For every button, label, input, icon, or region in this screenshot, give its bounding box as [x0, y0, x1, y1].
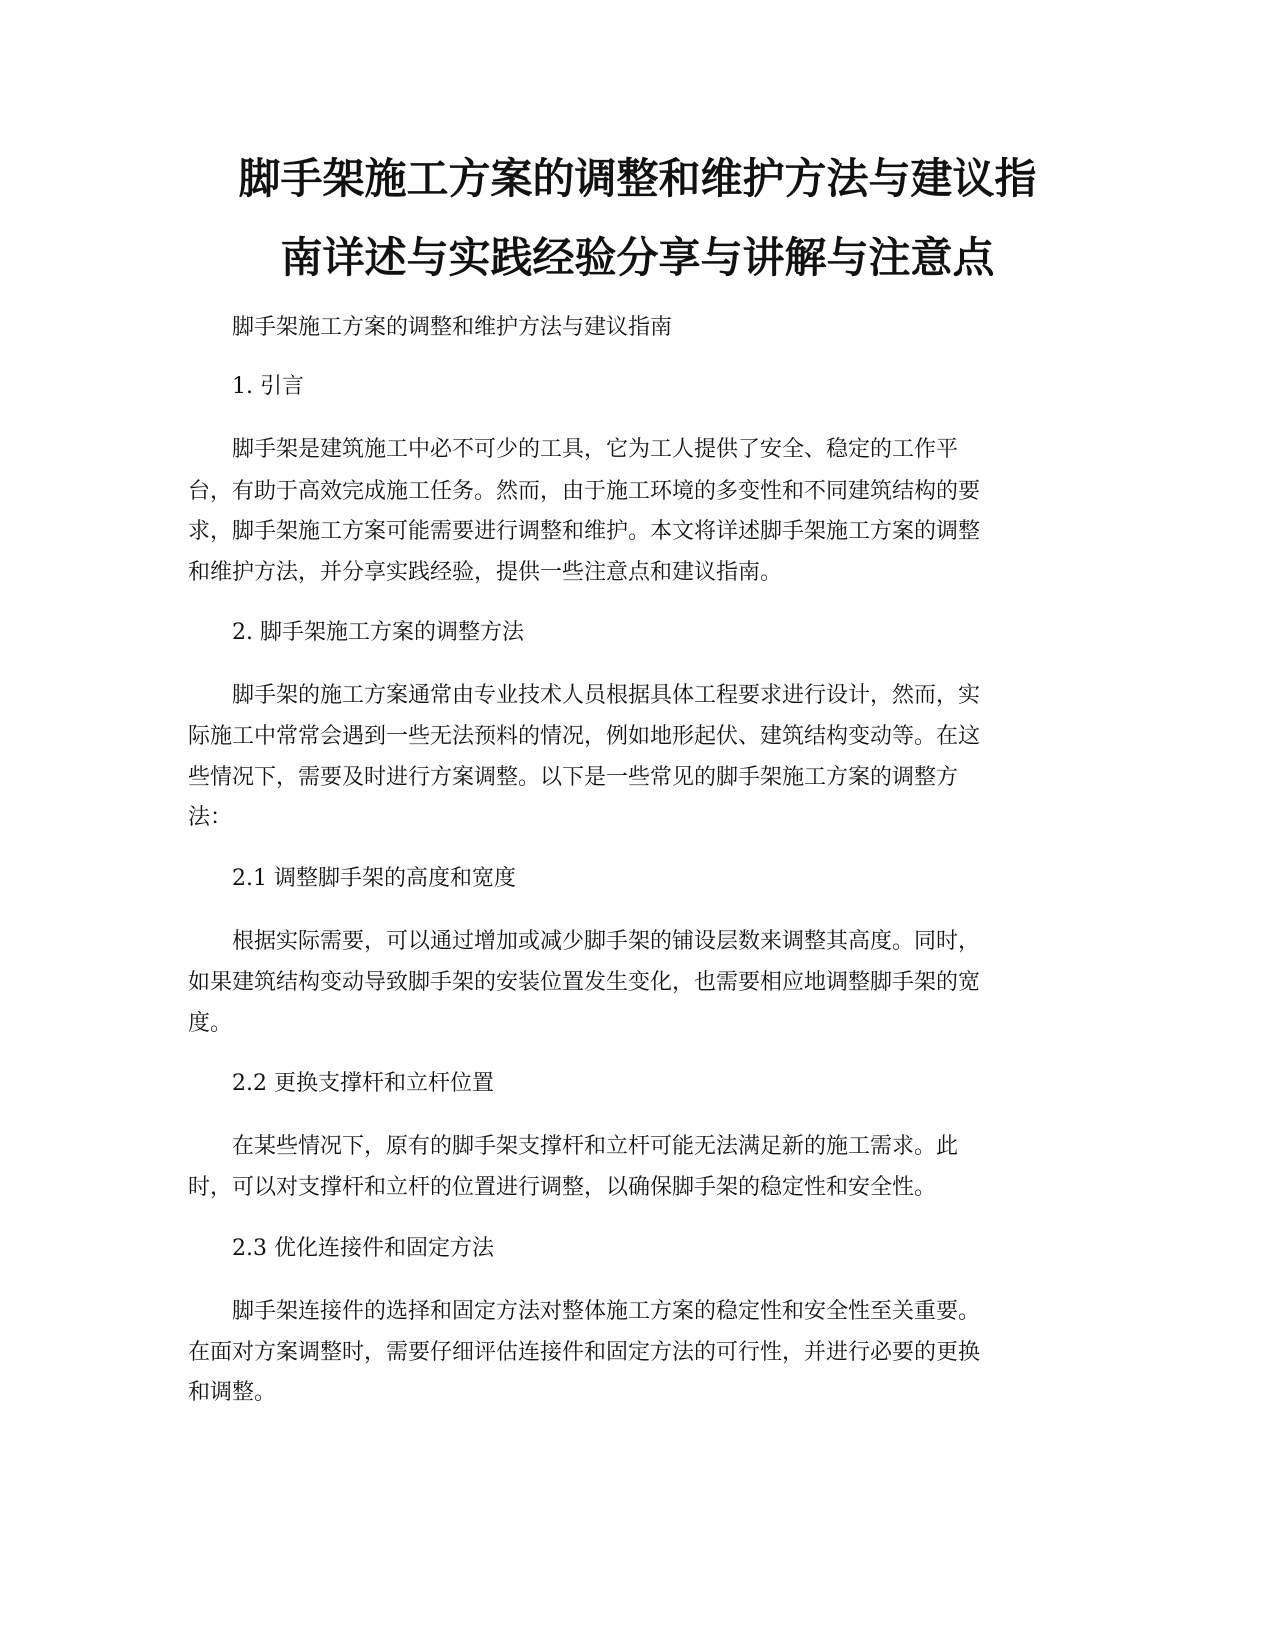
subtitle-line: 脚手架施工方案的调整和维护方法与建议指南 — [232, 315, 673, 340]
paragraph-line: 法： — [188, 805, 233, 830]
paragraph-line: 脚手架连接件的选择和固定方法对整体施工方案的稳定性和安全性至关重要。 — [232, 1299, 981, 1324]
paragraph-line: 求，脚手架施工方案可能需要进行调整和维护。本文将详述脚手架施工方案的调整 — [188, 519, 981, 544]
paragraph-line: 度。 — [188, 1011, 233, 1036]
section-heading-1: 1. 引言 — [232, 374, 304, 399]
paragraph-line: 和维护方法，并分享实践经验，提供一些注意点和建议指南。 — [188, 560, 783, 585]
paragraph-line: 在面对方案调整时，需要仔细评估连接件和固定方法的可行性，并进行必要的更换 — [188, 1340, 981, 1365]
section-heading-2: 2. 脚手架施工方案的调整方法 — [232, 620, 524, 645]
paragraph-line: 和调整。 — [188, 1380, 277, 1405]
paragraph-line: 脚手架的施工方案通常由专业技术人员根据具体工程要求进行设计，然而，实 — [232, 683, 981, 708]
paragraph-line: 些情况下，需要及时进行方案调整。以下是一些常见的脚手架施工方案的调整方 — [188, 765, 959, 790]
document-title-line-1: 脚手架施工方案的调整和维护方法与建议指 — [238, 154, 1037, 203]
paragraph-line: 在某些情况下，原有的脚手架支撑杆和立杆可能无法满足新的施工需求。此 — [232, 1134, 959, 1159]
document-title-line-2: 南详述与实践经验分享与讲解与注意点 — [280, 233, 995, 282]
paragraph-line: 根据实际需要，可以通过增加或减少脚手架的铺设层数来调整其高度。同时， — [232, 929, 981, 954]
paragraph-line: 脚手架是建筑施工中必不可少的工具，它为工人提供了安全、稳定的工作平 — [232, 437, 959, 462]
paragraph-line: 际施工中常常会遇到一些无法预料的情况，例如地形起伏、建筑结构变动等。在这 — [188, 724, 981, 749]
paragraph-line: 时，可以对支撑杆和立杆的位置进行调整，以确保脚手架的稳定性和安全性。 — [188, 1175, 937, 1200]
subsection-heading-2-2: 2.2 更换支撑杆和立杆位置 — [232, 1071, 494, 1096]
paragraph-line: 台，有助于高效完成施工任务。然而，由于施工环境的多变性和不同建筑结构的要 — [188, 479, 981, 504]
subsection-heading-2-1: 2.1 调整脚手架的高度和宽度 — [232, 866, 516, 891]
subsection-heading-2-3: 2.3 优化连接件和固定方法 — [232, 1236, 494, 1261]
paragraph-line: 如果建筑结构变动导致脚手架的安装位置发生变化，也需要相应地调整脚手架的宽 — [188, 970, 981, 995]
